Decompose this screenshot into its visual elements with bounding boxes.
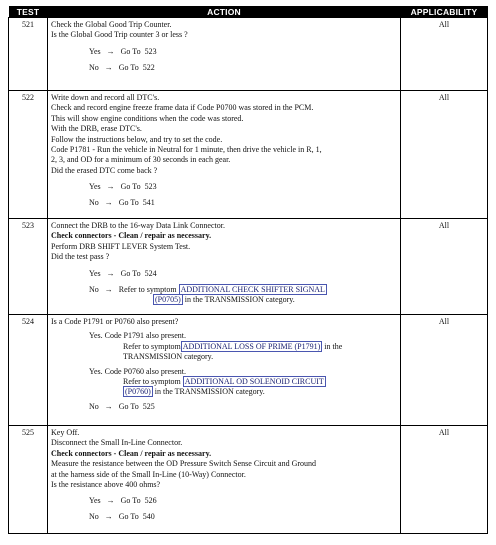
action-line: Code P1781 - Run the vehicle in Neutral for 1 minute, then drive the vehicle in R, 1, (51, 145, 322, 155)
goto-link[interactable]: 524 (144, 268, 157, 278)
symptom-link-code[interactable]: (P0705) (155, 295, 181, 305)
action-line: Key Off. (51, 428, 80, 437)
table-row-524 (9, 315, 488, 426)
action-line: Refer to symptom ADDITIONAL OD SOLENOID CIRCUIT (123, 377, 324, 387)
table-row-523 (9, 219, 488, 315)
test-number: 523 (9, 219, 48, 315)
applicability-cell: All (401, 426, 488, 534)
action-line: Is a Code P1791 or P0760 also present? (51, 317, 179, 326)
header-row (9, 6, 488, 18)
applicability-cell: All (401, 315, 488, 426)
arrow-icon: → (106, 46, 115, 56)
goto-link[interactable]: 523 (144, 46, 157, 56)
test-number: 521 (9, 18, 48, 91)
action-line: Connect the DRB to the 16-way Data Link Connector. (51, 221, 225, 230)
no-branch: No → Go To 541 (89, 198, 155, 208)
goto-link[interactable]: 541 (142, 198, 155, 208)
yes-branch: Yes → Go To 526 (89, 496, 157, 506)
no-branch: No → Go To 540 (89, 512, 155, 522)
arrow-icon: → (104, 284, 113, 294)
action-line: Follow the instructions below, and try to set the code. (51, 134, 223, 144)
test-number: 525 (9, 426, 48, 534)
action-line: (P0760) in the TRANSMISSION category. (125, 387, 265, 397)
action-line: Check the Global Good Trip Counter. (51, 20, 172, 29)
no-branch: No → Refer to symptom ADDITIONAL CHECK SHIFTER SIGNAL (P0705) in the TRANSMISSION category. (89, 284, 325, 305)
action-line-bold: Check connectors - Clean / repair as necessary. (51, 231, 212, 241)
action-cell (48, 315, 401, 426)
action-line: Did the test pass ? (51, 252, 110, 262)
action-cell (48, 219, 401, 315)
action-line: With the DRB, erase DTC's. (51, 124, 142, 134)
table-row-521 (9, 18, 488, 91)
action-line: Did the erased DTC come back ? (51, 165, 158, 175)
table-row-522 (9, 91, 488, 219)
applicability-cell: All (401, 18, 488, 91)
symptom-link-code[interactable]: (P0760) (125, 387, 151, 397)
action-line: Write down and record all DTC's. (51, 93, 160, 102)
header-action: ACTION (48, 6, 401, 18)
action-line: Disconnect the Small In-Line Connector. (51, 438, 183, 448)
yes-branch: Yes → Go To 524 (89, 268, 157, 278)
action-line: Yes. Code P1791 also present. (89, 331, 186, 341)
action-line: 2, 3, and OD for a minimum of 30 seconds in each gear. (51, 155, 231, 165)
action-line: Perform DRB SHIFT LEVER System Test. (51, 241, 191, 251)
header-test: TEST (9, 6, 48, 18)
applicability-cell: All (401, 91, 488, 219)
arrow-icon: → (104, 401, 113, 411)
diagnostic-table (8, 6, 488, 534)
action-line: Check and record engine freeze frame data if Code P0700 was stored in the PCM. (51, 103, 314, 113)
no-branch: No → Go To 522 (89, 62, 155, 72)
symptom-link[interactable]: ADDITIONAL CHECK SHIFTER SIGNAL (180, 284, 325, 294)
symptom-link[interactable]: ADDITIONAL LOSS OF PRIME (P1791) (182, 341, 321, 351)
action-line: TRANSMISSION category. (123, 352, 214, 362)
goto-link[interactable]: 522 (142, 62, 155, 72)
arrow-icon: → (104, 198, 113, 208)
test-number: 524 (9, 315, 48, 426)
no-branch: No → Go To 525 (89, 401, 155, 411)
arrow-icon: → (106, 268, 115, 278)
applicability-cell: All (401, 219, 488, 315)
header-applicability: APPLICABILITY (401, 6, 488, 18)
symptom-link[interactable]: ADDITIONAL OD SOLENOID CIRCUIT (184, 377, 324, 387)
action-cell (48, 426, 401, 534)
action-line: This will show engine conditions when the code was stored. (51, 113, 244, 123)
table-row-525 (9, 426, 488, 534)
action-line-bold: Check connectors - Clean / repair as necessary. (51, 448, 212, 458)
action-line: Yes. Code P0760 also present. (89, 366, 186, 376)
action-line: Is the Global Good Trip counter 3 or less ? (51, 30, 188, 40)
goto-link[interactable]: 525 (142, 401, 155, 411)
action-line: Refer to symptom ADDITIONAL LOSS OF PRIME (P1791) in the (123, 341, 343, 351)
goto-link[interactable]: 540 (142, 512, 155, 522)
arrow-icon: → (106, 496, 115, 506)
action-line: Is the resistance above 400 ohms? (51, 480, 161, 490)
action-line: at the harness side of the Small In-Line (10-Way) Connector. (51, 469, 246, 479)
action-cell (48, 91, 401, 219)
arrow-icon: → (106, 182, 115, 192)
arrow-icon: → (104, 62, 113, 72)
yes-branch: Yes → Go To 523 (89, 182, 157, 192)
action-line: Measure the resistance between the OD Pressure Switch Sense Circuit and Ground (51, 459, 317, 469)
goto-link[interactable]: 526 (144, 496, 157, 506)
arrow-icon: → (104, 512, 113, 522)
test-number: 522 (9, 91, 48, 219)
action-cell (48, 18, 401, 91)
yes-branch: Yes → Go To 523 (89, 46, 157, 56)
goto-link[interactable]: 523 (144, 182, 157, 192)
